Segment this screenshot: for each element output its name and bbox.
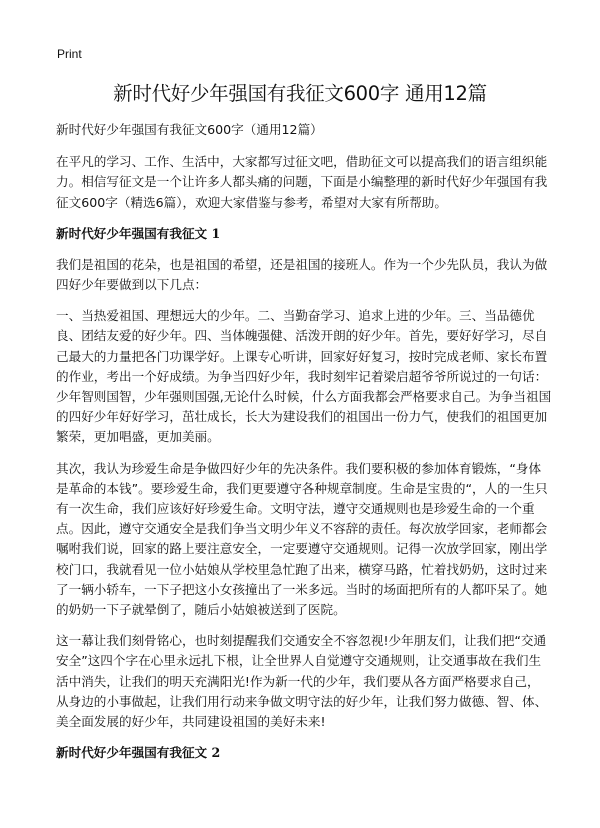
print-label: Print — [57, 47, 82, 61]
body-paragraph: 这一幕让我们刻骨铭心，也时刻提醒我们交通安全不容忽视!少年朋友们，让我们把“交通安全”这四个字在心里永远扎下根，让全世界人自觉遵守交通规则，让交通事故在我们生活中消失，让我们的明天充满阳光!作为新一代的少年，我们要从各方面严格要求自己，从身边的小事做起，让我们用行动来争做文明守法的好少年，让我们努力做德、智、体、美全面发展的好少年，共同建设祖国的美好未来! — [56, 633, 548, 730]
section-heading: 新时代好少年强国有我征文 2 — [56, 745, 221, 761]
document-subtitle: 新时代好少年强国有我征文600字（通用12篇） — [56, 122, 323, 137]
body-paragraph: 我们是祖国的花朵，也是祖国的希望，还是祖国的接班人。作为一个少先队员，我认为做四好少年要做到以下几点： — [56, 256, 548, 293]
document-body — [56, 120, 552, 774]
body-paragraph: 其次，我认为珍爱生命是争做四好少年的先决条件。我们要积极的参加体育锻炼，“身体是革命的本钱”。要珍爱生命，我们更要遵守各种规章制度。生命是宝贵的“，人的一生只有一次生命，我们应该好好珍爱生命。文明守法，遵守交通规则也是珍爱生命的一个重点。因此，遵守交通安全是我们争当文明少年义不容辞的责任。每次放学回家，老师都会嘱咐我们说，回家的路上要注意安全，一定要遵守交通规则。记得一次放学回家，刚出学校门口，我就看见一位小姑娘从学校里急忙跑了出来，横穿马路，忙着找奶奶，这时过来了一辆小轿车，一下子把这小女孩撞出了一米多远。当时的场面把所有的人都吓呆了。她的奶奶一下子就晕倒了，随后小姑娘被送到了医院。 — [56, 460, 548, 618]
intro-paragraph: 在平凡的学习、工作、生活中，大家都写过征文吧，借助征文可以提高我们的语言组织能力。相信写征文是一个让许多人都头痛的问题，下面是小编整理的新时代好少年强国有我征文600字（精选6篇），欢迎大家借鉴与参考，希望对大家有所帮助。 — [56, 154, 548, 210]
page-title: 新时代好少年强国有我征文600字 通用12篇 — [113, 82, 487, 105]
section-heading: 新时代好少年强国有我征文 1 — [56, 225, 221, 241]
body-paragraph: 一、当热爱祖国、理想远大的少年。二、当勤奋学习、追求上进的少年。三、当品德优良、团结友爱的好少年。四、当体魄强健、活泼开朗的好少年。首先，要好好学习，尽自己最大的力量把各门功课学好。上课专心听讲，回家好好复习，按时完成老师、家长布置的作业，考出一个好成绩。为争当四好少年，我时刻牢记着梁启超爷爷所说过的一句话：少年智则国智，少年强则国强,无论什么时候，什么方面我都会严格要求自己。为争当祖国的四好少年好好学习，茁壮成长，长大为建设我们的祖国出一份力气，使我们的祖国更加繁荣，更加唱盛，更加美丽。 — [56, 308, 552, 445]
